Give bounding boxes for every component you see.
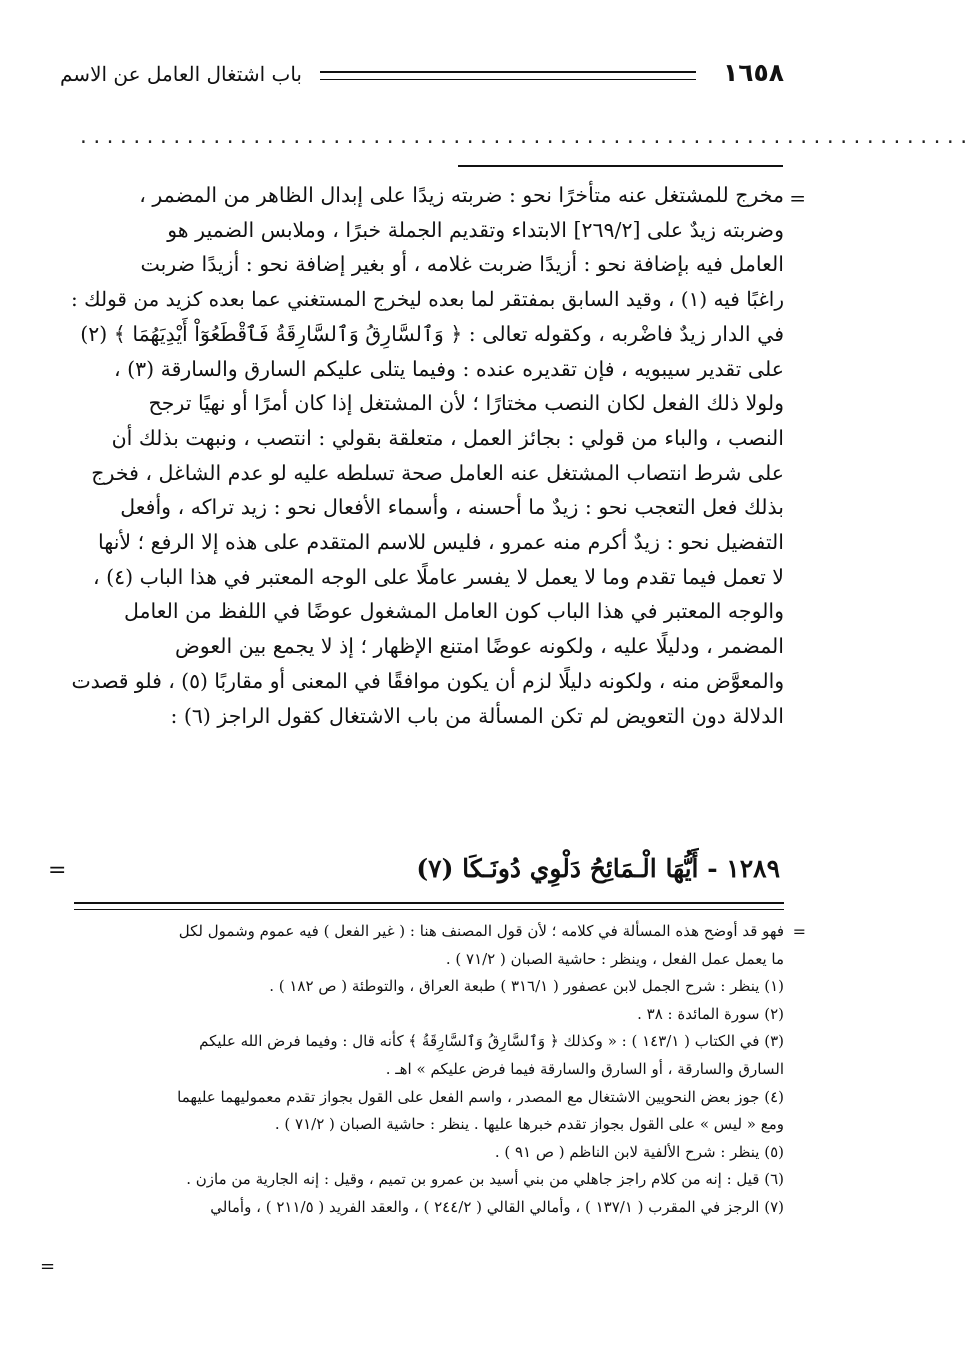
section-rule bbox=[458, 165, 783, 167]
header-rule bbox=[320, 71, 696, 80]
dotted-separator: ................................................................... bbox=[78, 127, 972, 148]
verse-line: ١٢٨٩ - أَيُّهَا الْـمَائِحُ دَلْوِي دُونَـكَا (٧) bbox=[416, 854, 780, 883]
footnote-line: فهو قد أوضح هذه المسألة في كلامه ؛ لأن قول المصنف هنا : ( غير الفعل ) فيه عموم وشمول لكل bbox=[178, 922, 784, 940]
main-line: راغبًا فيه (١) ، وقيد السابق بمفتقر لما بعده ليخرج المستغني عما بعده كزيد من قولك : bbox=[71, 287, 784, 312]
footnotes bbox=[78, 918, 806, 1222]
footnote-line: (١) ينظر : شرح الجمل لابن عصفور ( ٣١٦/١ ) طبعة العراق ، والتوطئة ( ص ١٨٢ ) . bbox=[269, 977, 784, 996]
main-line: المضمر ، ودليلًا عليه ، ولكونه عوضًا امتنع الإظهار ؛ إذ لا يجمع بين العوض bbox=[174, 634, 784, 659]
main-line: النصب ، والباء من قولي : بجائز العمل ، متعلقة بقولي : انتصب ، ونبهت بذلك أن bbox=[111, 425, 784, 450]
running-title: باب اشتغال العامل عن الاسم bbox=[60, 62, 302, 86]
continuation-mark: = bbox=[789, 186, 806, 210]
page-header bbox=[60, 52, 784, 92]
footnote-line: (٥) ينظر : شرح الألفية لابن الناظم ( ص ٩١ ) . bbox=[494, 1142, 784, 1161]
footnote-line: ما يعمل عمل الفعل ، وينظر : حاشية الصبان ( ٧١/٢ ) . bbox=[445, 949, 784, 968]
footnote-line: (٣) في الكتاب ( ١٤٣/١ ) : « وكذلك ﴿ وَٱلسَّارِقُ وَٱلسَّارِقَةُ ﴾ كأنه قال : وفيما فرض الله عليكم bbox=[199, 1032, 784, 1051]
main-line: مخرج للمشتغل عنه متأخرًا نحو : ضربته زيدًا على إبدال الظاهر من المضمر ، bbox=[139, 183, 784, 207]
footnote-line: (٧) الرجز في المقرب ( ١٣٧/١ ) ، وأمالي القالي ( ٢٤٤/٢ ) ، والعقد الفريد ( ٢١١/٥ ) ، وأمالي bbox=[210, 1197, 784, 1216]
main-line: على شرط انتصاب المشتغل عنه العامل صحة تسلطه عليه لو عدم الشاغل ، فخرج bbox=[91, 460, 784, 485]
main-text bbox=[70, 178, 806, 733]
footnote-line: (٦) قيل : إنه من كلام راجز جاهلي من بني أسيد بن عمرو بن تميم ، وقيل : إنه الجارية من مازن . bbox=[186, 1170, 784, 1189]
footnote-rule bbox=[74, 902, 784, 910]
page-number: ١٦٥٨ bbox=[722, 58, 784, 87]
main-line: والمعوَّض منه ، ولكونه دليلًا لزم أن يكون موافقًا في المعنى أو مقاربًا (٥) ، فلو قصدت bbox=[71, 668, 784, 693]
main-line: على تقدير سيبويه ، فإن تقديره عنده : وفيما يتلى عليكم السارق والسارقة (٣) ، bbox=[113, 356, 784, 381]
main-line: والوجه المعتبر في هذا الباب كون العامل المشغول عوضًا في اللفظ من العامل bbox=[123, 599, 784, 624]
footnote-continuation-mark: = bbox=[792, 922, 806, 941]
main-line: ولولا ذلك الفعل لكان النصب مختارًا ؛ لأن المشتغل إذا كان أمرًا أو نهيًا ترجح bbox=[148, 391, 784, 416]
main-line: في الدار زيدٌ فاضْربه ، وكقوله تعالى : ﴿ وَٱلسَّارِقُ وَٱلسَّارِقَةُ فَٱقْطَعُوٓاْ أَيْدِيَهُمَا ﴾ (٢) bbox=[80, 321, 784, 346]
footnote-line: السارق والسارقة ، أو السارق والسارقة فيما فرض عليكم » اهـ . bbox=[385, 1059, 784, 1078]
main-line: وضربته زيدٌ على [٢٦٩/٢] الابتداء وتقديم الجملة خبرًا ، وملابس الضمير هو bbox=[167, 217, 784, 242]
footnote-trailing-mark: = bbox=[40, 1256, 56, 1277]
footnote-line: (٤) جوز بعض النحويين الاشتغال مع المصدر ، واسم الفعل على القول بجواز تقدم معموليهما عليهما bbox=[177, 1087, 784, 1106]
main-line: الدلالة دون التعويض لم تكن المسألة من باب الاشتغال كقول الراجز (٦) : bbox=[170, 703, 784, 728]
verse-continuation-mark: = bbox=[48, 858, 67, 883]
footnote-line: ومع « ليس » على القول بجواز تقدم خبرها عليها . ينظر : حاشية الصبان ( ٧١/٢ ) . bbox=[274, 1115, 784, 1134]
main-line: التفضيل نحو : زيدٌ أكرم منه عمرو ، فليس للاسم المتقدم على هذه إلا الرفع ؛ لأنها bbox=[98, 530, 784, 555]
main-line: العامل فيه بإضافة نحو : أزيدًا ضربت غلامه ، أو بغير إضافة نحو : أزيدًا ضربت bbox=[140, 252, 784, 277]
main-line: بذلك فعل التعجب نحو : زيدٌ ما أحسنه ، وأسماء الأفعال نحو : زيد تراكه ، وأفعل bbox=[120, 495, 784, 520]
footnote-line: (٢) سورة المائدة : ٣٨ . bbox=[637, 1004, 784, 1023]
main-line: لا تعمل فيما تقدم وما لا يعمل لا يفسر عاملًا على الوجه المعتبر في هذا الباب (٤) ، bbox=[92, 564, 784, 589]
